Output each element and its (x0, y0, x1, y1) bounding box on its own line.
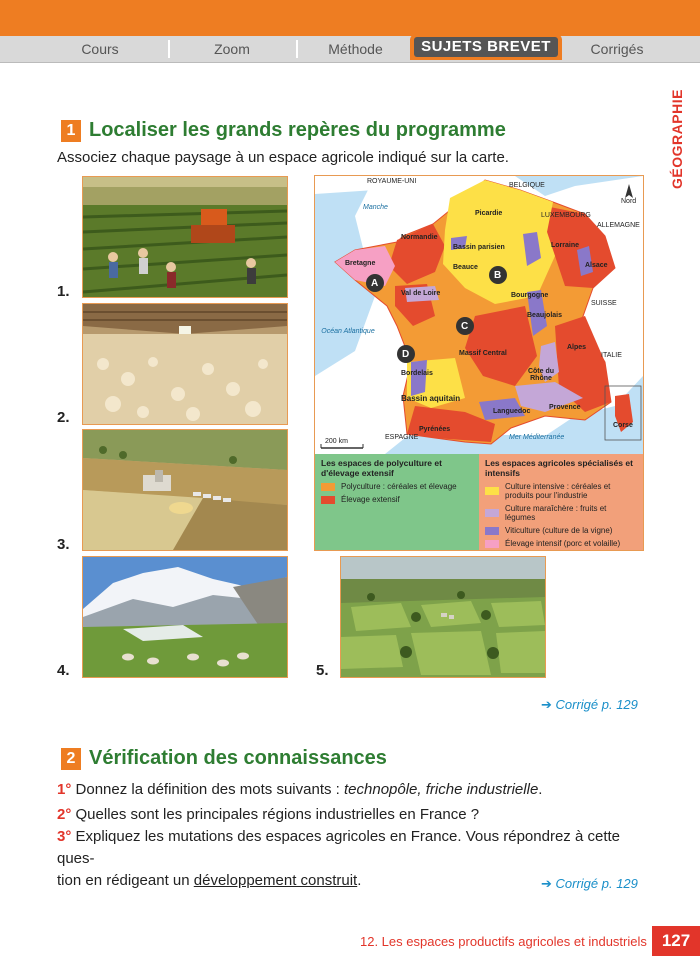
question-end: . (357, 872, 362, 889)
question-number: 1° (57, 781, 72, 798)
legend-swatch (321, 496, 335, 504)
label-normandie: Normandie (401, 234, 438, 241)
photo-5-bocage (340, 556, 546, 678)
label-languedoc: Languedoc (493, 408, 531, 415)
label-beauce: Beauce (453, 264, 478, 271)
section-1-intro: Associez chaque paysage à un espace agricole indiqué sur la carte. (57, 149, 509, 166)
label-bretagne: Bretagne (345, 260, 376, 267)
question-terms: technopôle, friche industrielle (344, 781, 539, 798)
page-number: 127 (652, 926, 700, 956)
photo-label-5: 5. (316, 662, 329, 679)
map-scale: 200 km (325, 438, 348, 445)
legend-swatch (485, 540, 499, 548)
legend-swatch (321, 483, 335, 491)
label-bassin-aquitain: Bassin aquitain (401, 394, 461, 403)
marker-c: C (461, 321, 469, 332)
label-allemagne: ALLEMAGNE (597, 222, 640, 229)
label-bourgogne: Bourgogne (511, 292, 549, 299)
label-val-de-loire: Val de Loire (401, 290, 441, 297)
photo-2-poultry-farm (82, 303, 288, 425)
question-1 (57, 779, 542, 801)
label-lorraine: Lorraine (551, 242, 580, 249)
marker-b: B (494, 270, 502, 281)
label-italie: ITALIE (601, 352, 622, 359)
legend-item (485, 504, 637, 522)
label-espagne: ESPAGNE (385, 434, 419, 441)
photo-label-4: 4. (57, 662, 70, 679)
legend-right-title: Les espaces agricoles spécialisés et intensifs (485, 458, 633, 478)
label-alpes: Alpes (567, 344, 587, 351)
question-underlined-term: développement construit (193, 872, 358, 889)
label-bordelais: Bordelais (401, 370, 433, 377)
legend-item (485, 482, 637, 500)
label-beaujolais: Beaujolais (527, 312, 563, 319)
photo-label-2: 2. (57, 409, 70, 426)
label-bassin-parisien: Bassin parisien (453, 244, 505, 251)
photo-label-1: 1. (57, 283, 70, 300)
label-royaume-uni: ROYAUME-UNI (367, 178, 417, 185)
label-alsace: Alsace (585, 262, 608, 269)
label-belgique: BELGIQUE (509, 182, 545, 189)
corrige-link-1[interactable]: ➔ Corrigé p. 129 (541, 697, 638, 712)
marker-a: A (371, 278, 379, 289)
question-end: . (538, 781, 543, 798)
label-corse: Corse (613, 422, 633, 429)
label-suisse: SUISSE (591, 300, 617, 307)
legend-swatch (485, 509, 499, 517)
legend-left-title: Les espaces de polyculture et d'élevage extensif (321, 458, 442, 478)
legend-swatch (485, 527, 499, 535)
footer-chapter-title: 12. Les espaces productifs agricoles et industriels (360, 934, 647, 949)
photo-3-cereal-fields (82, 429, 288, 551)
france-agriculture-map (314, 175, 644, 551)
question-number: 2° (57, 806, 72, 823)
section-2-number: 2 (61, 748, 81, 770)
question-text-line-2: tion en rédigeant un (57, 872, 194, 889)
section-2-title: Vérification des connaissances (89, 747, 387, 769)
nav-separator (168, 40, 170, 58)
label-picardie: Picardie (475, 210, 503, 217)
question-text-line-1: Expliquez les mutations des espaces agricoles en France. Vous répondrez à cette ques- (57, 828, 620, 867)
legend-label: Polyculture : céréales et élevage (341, 482, 457, 491)
chapter-nav (0, 36, 700, 63)
label-nord: Nord (621, 198, 637, 205)
label-manche: Manche (363, 204, 388, 211)
side-tab (652, 86, 700, 196)
label-ocean: Océan Atlantique (321, 328, 375, 335)
photo-1-vineyard (82, 176, 288, 298)
nav-cours[interactable]: Cours (81, 41, 119, 57)
corrige-link-2[interactable]: ➔ Corrigé p. 129 (541, 876, 638, 891)
legend-label: Culture maraîchère : fruits et légumes (505, 504, 607, 522)
legend-right (479, 454, 643, 550)
section-1-title: Localiser les grands repères du programme (89, 119, 506, 141)
label-pyrenees: Pyrénées (419, 426, 451, 433)
legend-item (485, 539, 637, 548)
question-2 (57, 804, 479, 826)
nav-methode[interactable]: Méthode (328, 41, 383, 57)
question-text: Donnez la définition des mots suivants : (75, 781, 344, 798)
legend-label: Culture intensive : céréales et produits pour l'industrie (505, 482, 611, 500)
legend-item (321, 482, 473, 491)
legend-item (321, 495, 473, 504)
label-luxembourg: LUXEMBOURG (541, 212, 591, 219)
label-cote-du-rhone: Côte du Rhône (527, 368, 555, 382)
photo-label-3: 3. (57, 536, 70, 553)
nav-zoom[interactable]: Zoom (214, 41, 250, 57)
question-number: 3° (57, 828, 72, 845)
label-provence: Provence (549, 404, 581, 411)
legend-label: Viticulture (culture de la vigne) (505, 526, 613, 535)
label-mer: Mer Méditerranée (509, 434, 565, 441)
top-band (0, 0, 700, 36)
map-labels (315, 176, 643, 454)
legend-swatch (485, 487, 499, 495)
nav-active-tab[interactable] (410, 34, 562, 60)
section-1-number: 1 (61, 120, 81, 142)
legend-label: Élevage intensif (porc et volaille) (505, 539, 621, 548)
legend-label: Élevage extensif (341, 495, 400, 504)
nav-sujets-brevet: SUJETS BREVET (414, 37, 558, 57)
nav-corriges[interactable]: Corrigés (590, 41, 644, 57)
photo-4-mountain-pasture (82, 556, 288, 678)
label-massif-central: Massif Central (459, 350, 507, 357)
question-text: Quelles sont les principales régions industrielles en France ? (75, 806, 480, 823)
legend-item (485, 526, 637, 535)
legend-left (315, 454, 479, 550)
side-tab-label: GÉOGRAPHIE (669, 89, 685, 189)
marker-d: D (402, 349, 410, 360)
